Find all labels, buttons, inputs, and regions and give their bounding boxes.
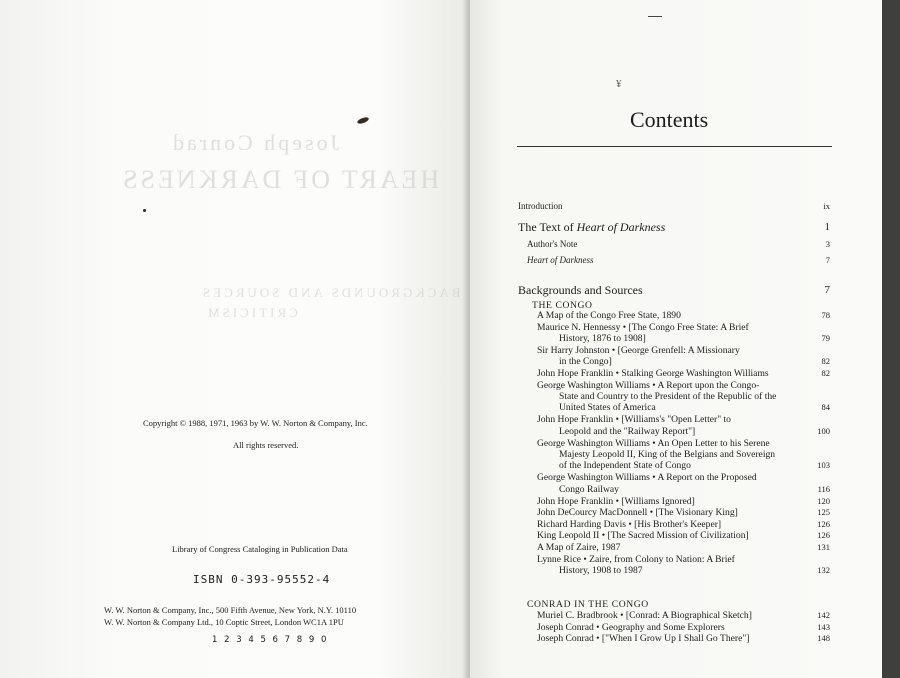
toc-page: 120 bbox=[817, 495, 830, 506]
toc-entry-line: A Map of Zaire, 1987 bbox=[537, 542, 621, 553]
toc-entry-line: Congo Railway bbox=[559, 483, 619, 495]
heading-the-congo: THE CONGO bbox=[532, 300, 593, 311]
toc-label: Introduction bbox=[518, 201, 563, 211]
handwritten-mark: ¥ bbox=[616, 78, 622, 90]
toc-entry bbox=[537, 507, 830, 519]
toc-entry-line: Maurice N. Hennessy • [The Congo Free State: A Brief bbox=[537, 321, 749, 333]
toc-entry-line: George Washington Williams • A Report upon the Congo- bbox=[537, 379, 760, 391]
toc-entry-line: United States of America bbox=[559, 402, 656, 413]
ink-dot bbox=[143, 209, 146, 212]
title-rule bbox=[517, 146, 832, 147]
toc-page: 126 bbox=[817, 518, 830, 529]
toc-entry-line: Sir Harry Johnston • [George Grenfell: A Missionary bbox=[537, 344, 740, 356]
toc-entry bbox=[537, 542, 830, 553]
toc-entry-line: John Hope Franklin • [Williams Ignored] bbox=[537, 495, 695, 507]
toc-backgrounds bbox=[518, 283, 830, 297]
toc-entry bbox=[537, 621, 830, 633]
toc-page: 125 bbox=[817, 507, 830, 518]
toc-entry bbox=[537, 437, 830, 472]
toc-page: 7 bbox=[824, 284, 830, 296]
toc-page: 116 bbox=[817, 483, 830, 494]
toc-entry-line: State and Country to the President of the Republic of the bbox=[559, 390, 777, 402]
toc-entry bbox=[537, 321, 830, 344]
toc-entry-line: History, 1876 to 1908] bbox=[559, 332, 646, 344]
toc-entry-line: History, 1908 to 1987 bbox=[559, 564, 643, 576]
toc-page: 84 bbox=[821, 401, 830, 412]
toc-entry-line: John Hope Franklin • [Williams's "Open Letter" to bbox=[537, 414, 731, 426]
toc-entry-line: Joseph Conrad • ["When I Grow Up I Shall Go There"] bbox=[537, 633, 750, 645]
toc-entry bbox=[537, 414, 830, 437]
page-title: Contents bbox=[630, 107, 709, 132]
toc-page: 7 bbox=[825, 255, 830, 265]
toc-entry-line: John DeCourcy MacDonnell • [The Visionary King] bbox=[537, 507, 738, 519]
toc-label: Backgrounds and Sources bbox=[518, 283, 643, 297]
toc-entry bbox=[537, 379, 830, 414]
toc-entry-line: of the Independent State of Congo bbox=[559, 460, 691, 471]
toc-entry bbox=[537, 472, 830, 495]
toc-entry-line: A Map of the Congo Free State, 1890 bbox=[537, 310, 681, 321]
toc-entry-line: Majesty Leopold II, King of the Belgians and Sovereign bbox=[559, 448, 776, 460]
toc-entry bbox=[537, 344, 830, 367]
toc-entry-line: George Washington Williams • An Open Letter to his Serene bbox=[537, 437, 770, 449]
toc-entry bbox=[537, 530, 830, 542]
ghost-author: Joseph Conrad bbox=[170, 130, 340, 155]
toc-entry-line: in the Congo] bbox=[559, 356, 612, 367]
publisher-line-1: W. W. Norton & Company, Inc., 500 Fifth Avenue, New York, N.Y. 10110 bbox=[104, 605, 357, 615]
toc-page: 132 bbox=[817, 564, 830, 575]
toc-label: Author's Note bbox=[527, 239, 578, 249]
toc-page: 82 bbox=[821, 368, 830, 378]
toc-entry-line: Joseph Conrad • Geography and Some Explorers bbox=[537, 621, 725, 633]
toc-page: 143 bbox=[817, 621, 830, 632]
toc-entry bbox=[537, 368, 830, 379]
toc-page: 1 bbox=[824, 221, 830, 233]
publisher-line-2: W. W. Norton & Company Ltd., 10 Coptic Street, London WC1A 1PU bbox=[104, 617, 344, 627]
toc-heart bbox=[527, 255, 830, 266]
toc-entry bbox=[537, 495, 830, 507]
toc-entry-line: Leopold and the "Railway Report"] bbox=[559, 425, 696, 437]
ink-spot bbox=[357, 116, 370, 125]
toc-page: 148 bbox=[817, 633, 830, 644]
toc-introduction bbox=[518, 201, 830, 212]
toc-page: 100 bbox=[817, 425, 830, 436]
page-edge bbox=[882, 0, 900, 678]
rights-line: All rights reserved. bbox=[233, 440, 299, 450]
top-dash bbox=[648, 16, 662, 17]
copyright-line: Copyright © 1988, 1971, 1963 by W. W. Norton & Company, Inc. bbox=[143, 418, 368, 428]
toc-text-section bbox=[518, 220, 830, 234]
toc-entry-line: King Leopold II • [The Sacred Mission of Civilization] bbox=[537, 530, 749, 542]
toc-page: 103 bbox=[817, 459, 830, 470]
toc-entry bbox=[537, 610, 830, 621]
toc-page: 131 bbox=[817, 542, 830, 552]
ghost-text-2: CRITICISM bbox=[205, 305, 298, 320]
toc-entry bbox=[537, 553, 830, 576]
toc-entry-line: George Washington Williams • A Report on the Proposed bbox=[537, 472, 757, 484]
toc-entry-line: John Hope Franklin • Stalking George Washington Williams bbox=[537, 368, 769, 379]
toc-label: The Text of bbox=[518, 220, 577, 234]
toc-page: 82 bbox=[821, 355, 830, 366]
toc-page: 79 bbox=[821, 332, 830, 343]
ghost-title: HEART OF DARKNESS bbox=[120, 165, 440, 194]
toc-authors-note bbox=[527, 239, 830, 250]
ghost-text-1: BACKGROUNDS AND SOURCES bbox=[200, 285, 461, 300]
toc-entry bbox=[537, 633, 830, 645]
isbn: ISBN 0-393-95552-4 bbox=[193, 573, 331, 586]
toc-entry bbox=[537, 310, 830, 321]
toc-page: 142 bbox=[817, 610, 830, 620]
toc-entry bbox=[537, 518, 830, 530]
right-page bbox=[470, 0, 882, 678]
toc-entry-line: Lynne Rice • Zaire, from Colony to Nation: A Brief bbox=[537, 553, 735, 565]
toc-page: 126 bbox=[817, 530, 830, 541]
toc-entry-line: Richard Harding Davis • [His Brother's Keeper] bbox=[537, 518, 722, 530]
toc-page: 78 bbox=[821, 310, 830, 320]
heading-conrad-congo: CONRAD IN THE CONGO bbox=[527, 599, 649, 610]
cip-line: Library of Congress Cataloging in Publication Data bbox=[172, 544, 348, 554]
toc-entry-line: Muriel C. Bradbrook • [Conrad: A Biographical Sketch] bbox=[537, 610, 752, 621]
toc-label-italic: Heart of Darkness bbox=[576, 220, 666, 234]
toc-page: 3 bbox=[825, 239, 830, 249]
print-line: 1 2 3 4 5 6 7 8 9 0 bbox=[212, 635, 329, 645]
toc-label: Heart of Darkness bbox=[527, 255, 594, 265]
toc-page: ix bbox=[823, 201, 830, 211]
